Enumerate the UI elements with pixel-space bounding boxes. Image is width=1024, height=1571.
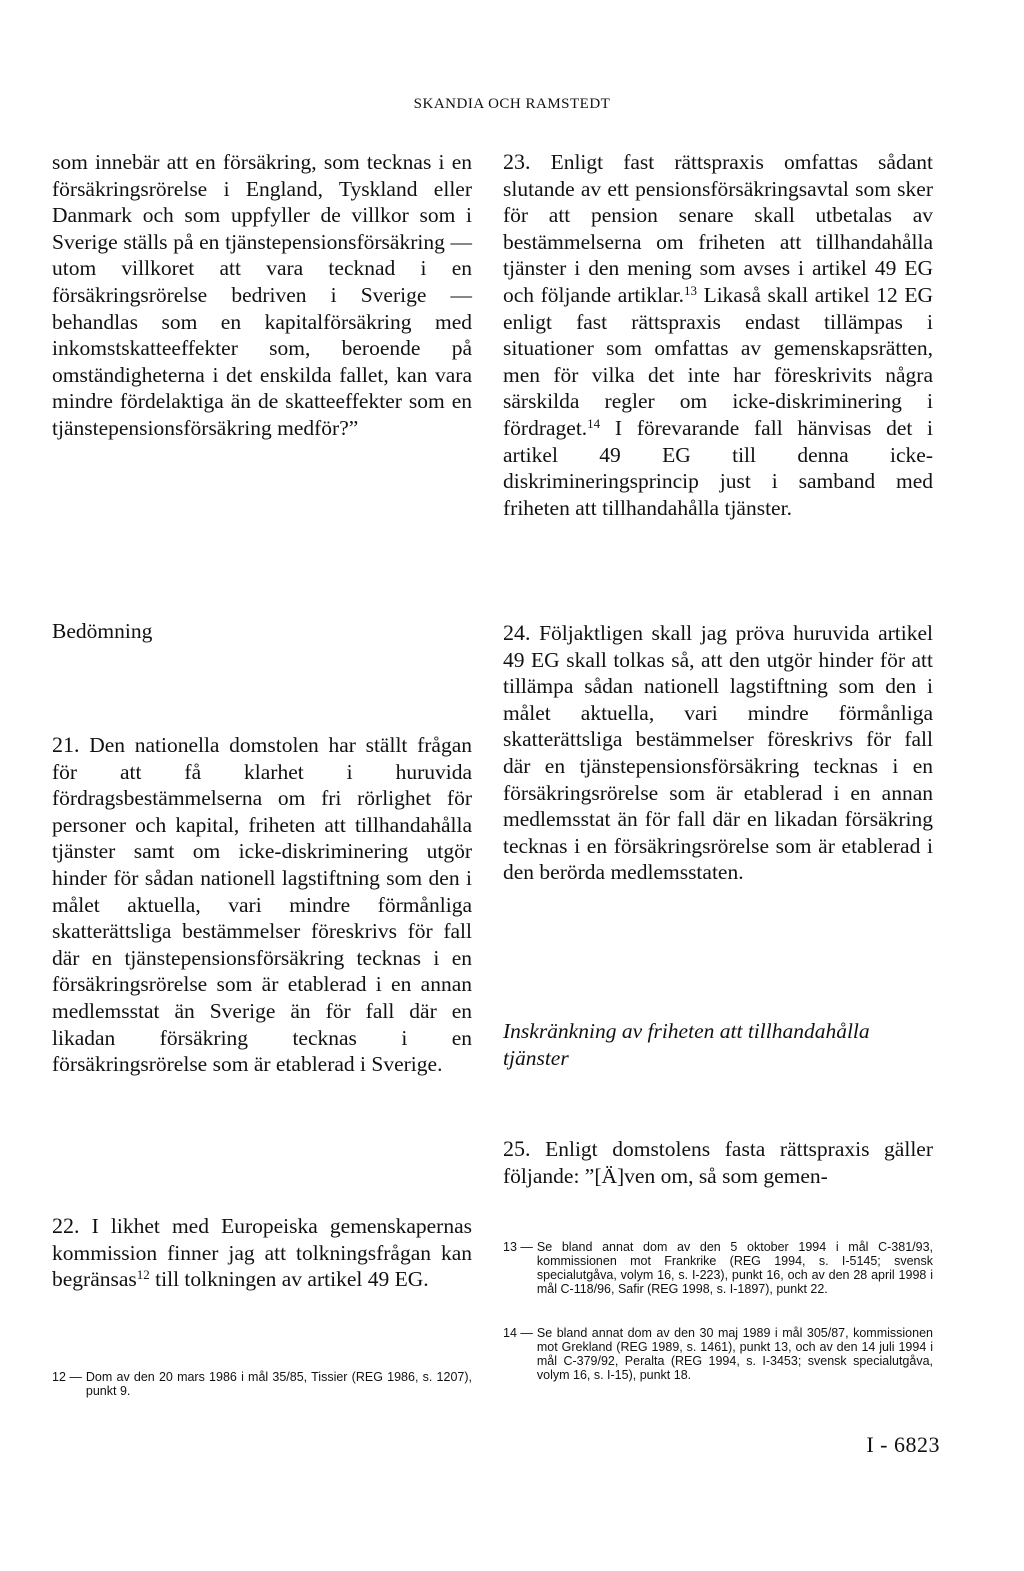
running-head: SKANDIA OCH RAMSTEDT — [413, 96, 611, 112]
footnote-ref-12[interactable]: 12 — [136, 1267, 150, 1283]
paragraph-text: I förevarande fall hänvisas det i artikel 49 EG till denna icke-diskrimineringsprincip just i samband med friheten att tillhandahålla tjänster. — [503, 415, 933, 520]
paragraph-number: 22. — [52, 1213, 80, 1238]
footnote-ref-14[interactable]: 14 — [587, 415, 601, 431]
paragraph-text: Den nationella domstolen har ställt frågan för att få klarhet i huruvida fördragsbestämmelserna om fri rörlighet för personer och kapital, friheten att tillhandahålla tjänster samt om icke-diskriminering utgör hinder för sådan nationell lagstiftning som den i målet aktuella, vari mindre förmånliga skatterättsliga bestämmelser föreskrivs för fall där en tjänstepensionsförsäkring tecknas i en försäkringsrörelse som är etablerad i en annan medlemsstat än Sverige än för fall där en likadan försäkring tecknas i en försäkringsrörelse som är etablerad i Sverige. — [52, 733, 472, 1077]
footnote-text: Dom av den 20 mars 1986 i mål 35/85, Tissier (REG 1986, s. 1207), punkt 9. — [85, 1370, 472, 1398]
footnote-marker: 12 — — [52, 1370, 82, 1384]
footnote-text: Se bland annat dom av den 5 oktober 1994 i mål C-381/93, kommissionen mot Frankrike (REG 1994, s. I-5145; svensk specialutgåva, volym 16, s. I-223), punkt 16, och av den 28 april 1998 i mål C-118/96, Safir (REG 1998, s. I-1897), punkt 22. — [536, 1240, 933, 1296]
subheading-inskrankning: Inskränkning av friheten att tillhandahålla tjänster — [503, 1019, 870, 1070]
paragraph-number: 21. — [52, 732, 80, 757]
paragraph-number: 24. — [503, 620, 531, 645]
footnote-marker: 14 — — [503, 1326, 533, 1340]
footnote-12 — [52, 1370, 472, 1398]
footnote-14 — [503, 1326, 933, 1382]
paragraph-23 — [503, 149, 933, 521]
footnote-ref-13[interactable]: 13 — [683, 282, 697, 298]
paragraph-21 — [52, 732, 472, 1078]
paragraph-text: Följaktligen skall jag pröva huruvida artikel 49 EG skall tolkas så, att den utgör hinder för att tillämpa sådan nationell lagstiftning som den i målet aktuella, vari mindre förmånliga skatterättsliga bestämmelser föreskrivs för fall där en tjänstepensionsförsäkring tecknas i en försäkringsrörelse som är etablerad i en annan medlemsstat än för fall där en likadan försäkring tecknas i en försäkringsrörelse som är etablerad i den berörda medlemsstaten. — [503, 621, 933, 885]
paragraph-text: I likhet med Europeiska gemenskapernas kommission finner jag att tolkningsfrågan kan begränsas — [52, 1214, 472, 1292]
paragraph-22 — [52, 1213, 472, 1293]
paragraph-25 — [503, 1136, 933, 1189]
footnote-marker: 13 — — [503, 1240, 533, 1254]
page-number: I - 6823 — [866, 1432, 940, 1457]
paragraph-number: 23. — [503, 149, 531, 174]
paragraph-text: Enligt fast rättspraxis omfattas sådant slutande av ett pensionsförsäkringsavtal som sker för att pension senare skall utbetalas av bestämmelserna om friheten att tillhandahålla tjänster i den mening som avses i artikel 49 EG och följande artiklar. — [503, 150, 933, 307]
paragraph-text: Enligt domstolens fasta rättspraxis gäller följande: ”[Ä]ven om, så som gemen- — [503, 1137, 933, 1188]
paragraph-number: 25. — [503, 1136, 531, 1161]
paragraph-text: till tolkningen av artikel 49 EG. — [149, 1267, 429, 1292]
paragraph-24 — [503, 620, 933, 886]
quote-continuation: som innebär att en försäkring, som tecknas i en försäkringsrörelse i England, Tyskland eller Danmark och som uppfyller de villkor som i Sverige ställs på en tjänstepensionsförsäkring — utom villkoret att vara tecknad i en försäkringsrörelse bedriven i Sverige — behandlas som en kapitalförsäkring med inkomstskatteeffekter som, beroende på omständigheterna i det enskilda fallet, kan vara mindre fördelaktiga än de skatteeffekter som en tjänstepensionsförsäkring medför?” — [52, 150, 472, 440]
footnote-text: Se bland annat dom av den 30 maj 1989 i mål 305/87, kommissionen mot Grekland (REG 1989, s. 1461), punkt 13, och av den 14 juli 1994 i mål C-379/92, Peralta (REG 1994, s. I-3453; svensk specialutgåva, volym 16, s. I-15), punkt 18. — [536, 1326, 933, 1382]
paragraph-text: Likaså skall artikel 12 EG enligt fast rättspraxis endast tillämpas i situationer som omfattas av gemenskapsrätten, men för vilka det inte har föreskrivits några särskilda regler om icke-diskriminering i fördraget. — [503, 282, 933, 440]
section-heading-bedomning: Bedömning — [52, 619, 153, 643]
footnote-13 — [503, 1240, 933, 1296]
